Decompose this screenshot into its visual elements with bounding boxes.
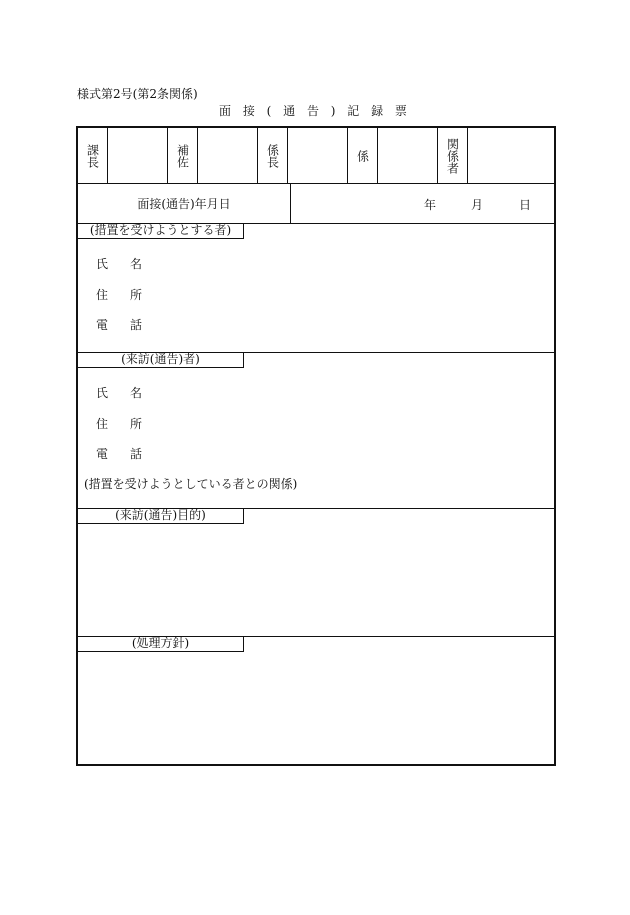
stamp-label-related-person: 関係者 (438, 128, 468, 183)
section-visitor (78, 353, 554, 509)
stamp-box-section-chief[interactable] (108, 128, 168, 183)
visitor-address-field[interactable]: 住所 (96, 417, 165, 431)
interview-date-label: 面接(通告)年月日 (78, 184, 291, 223)
stamp-box-staff[interactable] (378, 128, 438, 183)
section-label-subject-person: (措置を受けようとする者) (78, 224, 244, 239)
stamp-label-section-chief: 課長 (78, 128, 108, 183)
subject-name-field[interactable]: 氏名 (96, 257, 165, 271)
stamp-box-related-person[interactable] (468, 128, 554, 183)
visitor-name-field[interactable]: 氏名 (96, 386, 165, 400)
interview-date-row (78, 184, 554, 224)
section-subject-person (78, 224, 554, 353)
section-purpose[interactable] (78, 509, 554, 637)
section-handling-policy[interactable] (78, 637, 554, 764)
section-label-visitor: (来訪(通告)者) (78, 353, 244, 368)
stamp-box-assistant[interactable] (198, 128, 258, 183)
visitor-phone-field[interactable]: 電話 (96, 447, 165, 461)
form-title: 面 接 ( 通 告 ) 記 録 票 (219, 104, 411, 118)
form-reference: 様式第2号(第2条関係) (77, 87, 198, 101)
subject-phone-field[interactable]: 電話 (96, 318, 165, 332)
record-form (76, 126, 556, 766)
date-day-label: 日 (519, 198, 532, 212)
subject-address-field[interactable]: 住所 (96, 288, 165, 302)
date-year-label: 年 (424, 198, 437, 212)
stamp-label-staff: 係 (348, 128, 378, 183)
approval-stamp-row (78, 128, 554, 184)
section-label-handling-policy: (処理方針) (78, 637, 244, 652)
visitor-relation-field[interactable]: (措置を受けようとしている者との関係) (84, 477, 298, 491)
stamp-label-assistant: 補佐 (168, 128, 198, 183)
date-month-label: 月 (471, 198, 484, 212)
section-label-purpose: (来訪(通告)目的) (78, 509, 244, 524)
stamp-label-subsection-chief: 係長 (258, 128, 288, 183)
stamp-box-subsection-chief[interactable] (288, 128, 348, 183)
